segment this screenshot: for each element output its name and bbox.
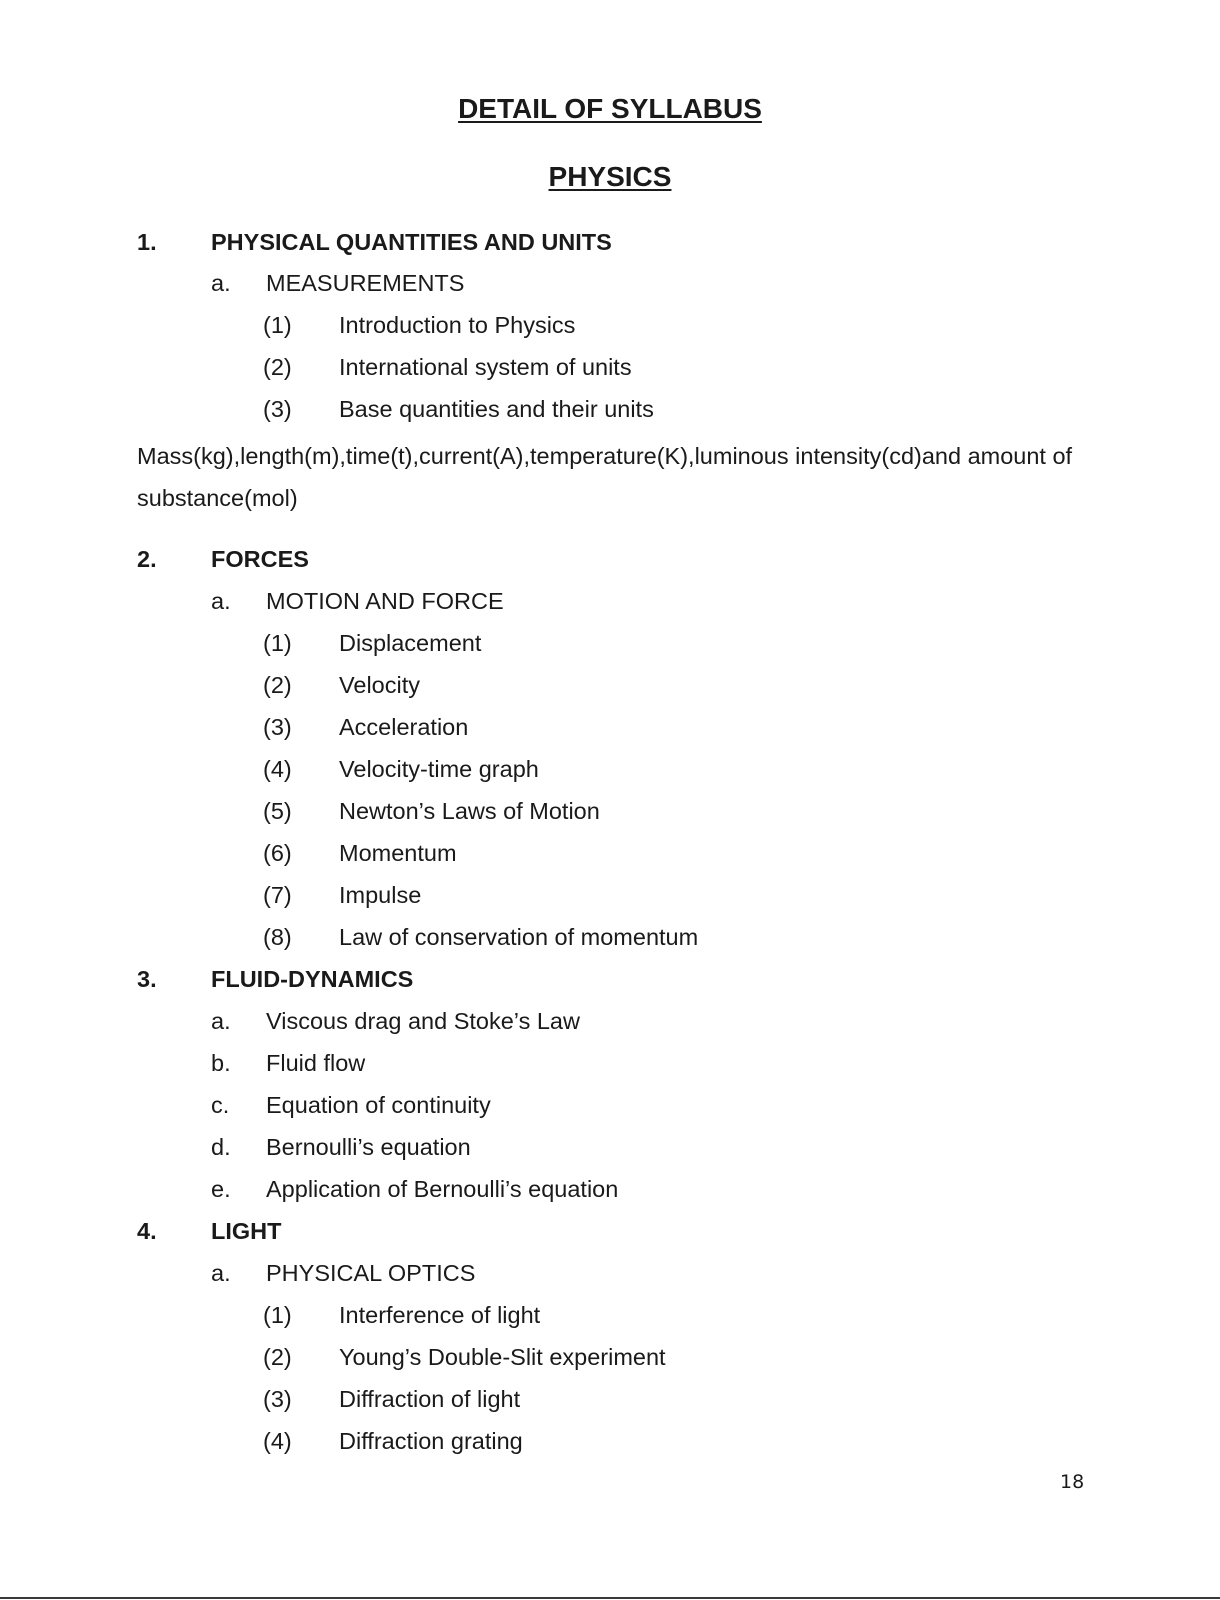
subsection-title: Equation of continuity	[266, 1092, 491, 1118]
item-number: (8)	[263, 924, 292, 950]
subsection-letter: a.	[211, 270, 231, 296]
subsection-letter: c.	[211, 1092, 230, 1118]
subsection-title: MEASUREMENTS	[266, 270, 465, 296]
item-number: (5)	[263, 798, 292, 824]
item-number: (7)	[263, 882, 292, 908]
section-title: LIGHT	[211, 1218, 282, 1244]
item-number: (6)	[263, 840, 292, 866]
item-text: Acceleration	[339, 714, 469, 740]
item-text: Law of conservation of momentum	[339, 924, 699, 950]
item-text: Impulse	[339, 882, 422, 908]
item-number: (2)	[263, 672, 292, 698]
item-number: (4)	[263, 756, 292, 782]
subsection-letter: a.	[211, 588, 231, 614]
subsection-title: MOTION AND FORCE	[266, 588, 504, 614]
item-number: (1)	[263, 312, 292, 338]
section-number: 4.	[137, 1218, 157, 1244]
item-text: Velocity-time graph	[339, 756, 539, 782]
item-text: Young’s Double-Slit experiment	[339, 1344, 666, 1370]
subsection-title: Application of Bernoulli’s equation	[266, 1176, 619, 1202]
page-subtitle: PHYSICS	[548, 161, 672, 192]
item-number: (2)	[263, 1344, 292, 1370]
item-text: Velocity	[339, 672, 420, 698]
subsection-letter: d.	[211, 1134, 231, 1160]
subsection-title: Fluid flow	[266, 1050, 366, 1076]
item-text: Diffraction of light	[339, 1386, 521, 1412]
item-number: (3)	[263, 396, 292, 422]
item-text: Newton’s Laws of Motion	[339, 798, 600, 824]
item-number: (1)	[263, 630, 292, 656]
item-number: (2)	[263, 354, 292, 380]
item-text: Diffraction grating	[339, 1428, 523, 1454]
item-text: Displacement	[339, 630, 482, 656]
base-units-paragraph: Mass(kg),length(m),time(t),current(A),temperature(K),luminous intensity(cd)and amount of substance(mol)	[137, 443, 1073, 511]
item-text: International system of units	[339, 354, 632, 380]
page-bottom-rule	[0, 1597, 1220, 1599]
item-text: Introduction to Physics	[339, 312, 576, 338]
item-number: (4)	[263, 1428, 292, 1454]
section-title: FORCES	[211, 546, 309, 572]
page-number: 18	[1060, 1471, 1085, 1493]
section-number: 2.	[137, 546, 157, 572]
subsection-letter: b.	[211, 1050, 231, 1076]
item-number: (1)	[263, 1302, 292, 1328]
subsection-letter: e.	[211, 1176, 231, 1202]
subsection-letter: a.	[211, 1260, 231, 1286]
item-number: (3)	[263, 714, 292, 740]
section-number: 1.	[137, 229, 157, 255]
subsection-title: Bernoulli’s equation	[266, 1134, 471, 1160]
item-text: Base quantities and their units	[339, 396, 654, 422]
page-title: DETAIL OF SYLLABUS	[458, 93, 762, 124]
item-text: Momentum	[339, 840, 457, 866]
section-title: PHYSICAL QUANTITIES AND UNITS	[211, 229, 612, 255]
subsection-title: PHYSICAL OPTICS	[266, 1260, 476, 1286]
item-text: Interference of light	[339, 1302, 541, 1328]
item-number: (3)	[263, 1386, 292, 1412]
section-title: FLUID-DYNAMICS	[211, 966, 414, 992]
section-number: 3.	[137, 966, 157, 992]
subsection-letter: a.	[211, 1008, 231, 1034]
subsection-title: Viscous drag and Stoke’s Law	[266, 1008, 580, 1034]
